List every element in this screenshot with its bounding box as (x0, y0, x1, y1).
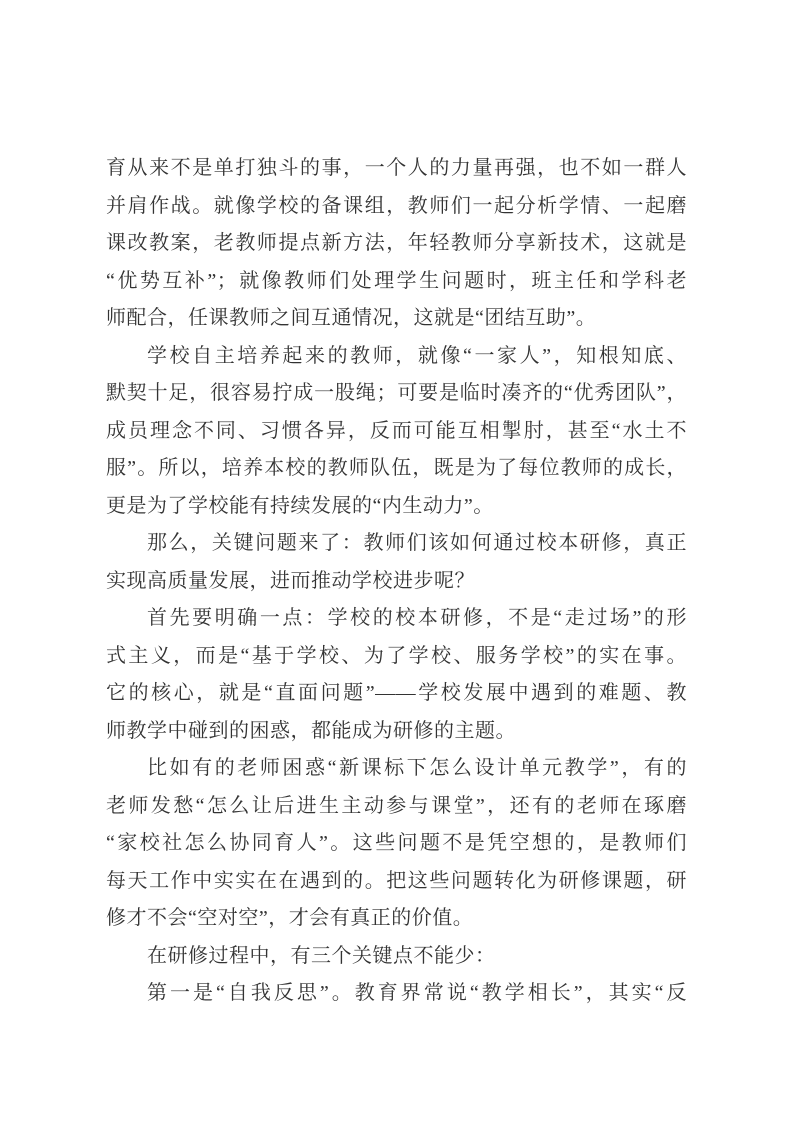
text-line: 默契十足，很容易拧成一股绳；可要是临时凑齐的“优秀团队”， (106, 382, 687, 404)
text-line: 式主义，而是“基于学校、为了学校、服务学校”的实在事。 (106, 644, 687, 667)
text-line: 在研修过程中，有三个关键点不能少： (147, 944, 496, 967)
text-line: 比如有的老师困惑“新课标下怎么设计单元教学”，有的 (147, 757, 687, 779)
text-line: 师教学中碰到的困惑，都能成为研修的主题。 (106, 719, 516, 742)
page-body-text (106, 150, 687, 1013)
text-line: “优势互补”；就像教师们处理学生问题时，班主任和学科老 (106, 269, 687, 292)
text-line: 学校自主培养起来的教师，就像“一家人”，知根知底、 (147, 344, 687, 367)
text-line: 课改教案，老教师提点新方法，年轻教师分享新技术，这就是 (106, 232, 687, 254)
text-line: 育从来不是单打独斗的事，一个人的力量再强，也不如一群人 (106, 157, 687, 179)
text-line: 师配合，任课教师之间互通情况，这就是“团结互助”。 (106, 307, 597, 329)
text-line: 更是为了学校能有持续发展的“内生动力”。 (106, 494, 494, 517)
text-line: 每天工作中实实在在遇到的。把这些问题转化为研修课题，研 (106, 869, 687, 892)
text-line: 实现高质量发展，进而推动学校进步呢？ (106, 569, 475, 592)
text-line: 老师发愁“怎么让后进生主动参与课堂”，还有的老师在琢磨 (106, 794, 687, 817)
text-line: 它的核心，就是“直面问题”——学校发展中遇到的难题、教 (106, 682, 687, 704)
text-line: 修才不会“空对空”，才会有真正的价值。 (106, 907, 474, 929)
text-line: 首先要明确一点：学校的校本研修，不是“走过场”的形 (147, 607, 687, 629)
text-line: “家校社怎么协同育人”。这些问题不是凭空想的，是教师们 (106, 832, 687, 854)
text-line: 服”。所以，培养本校的教师队伍，既是为了每位教师的成长， (106, 457, 687, 479)
text-line: 并肩作战。就像学校的备课组，教师们一起分析学情、一起磨 (106, 194, 687, 217)
text-line: 成员理念不同、习惯各异，反而可能互相掣肘，甚至“水土不 (106, 419, 687, 442)
text-line: 那么，关键问题来了：教师们该如何通过校本研修，真正 (147, 532, 687, 554)
text-line: 第一是“自我反思”。教育界常说“教学相长”，其实“反 (147, 982, 687, 1004)
